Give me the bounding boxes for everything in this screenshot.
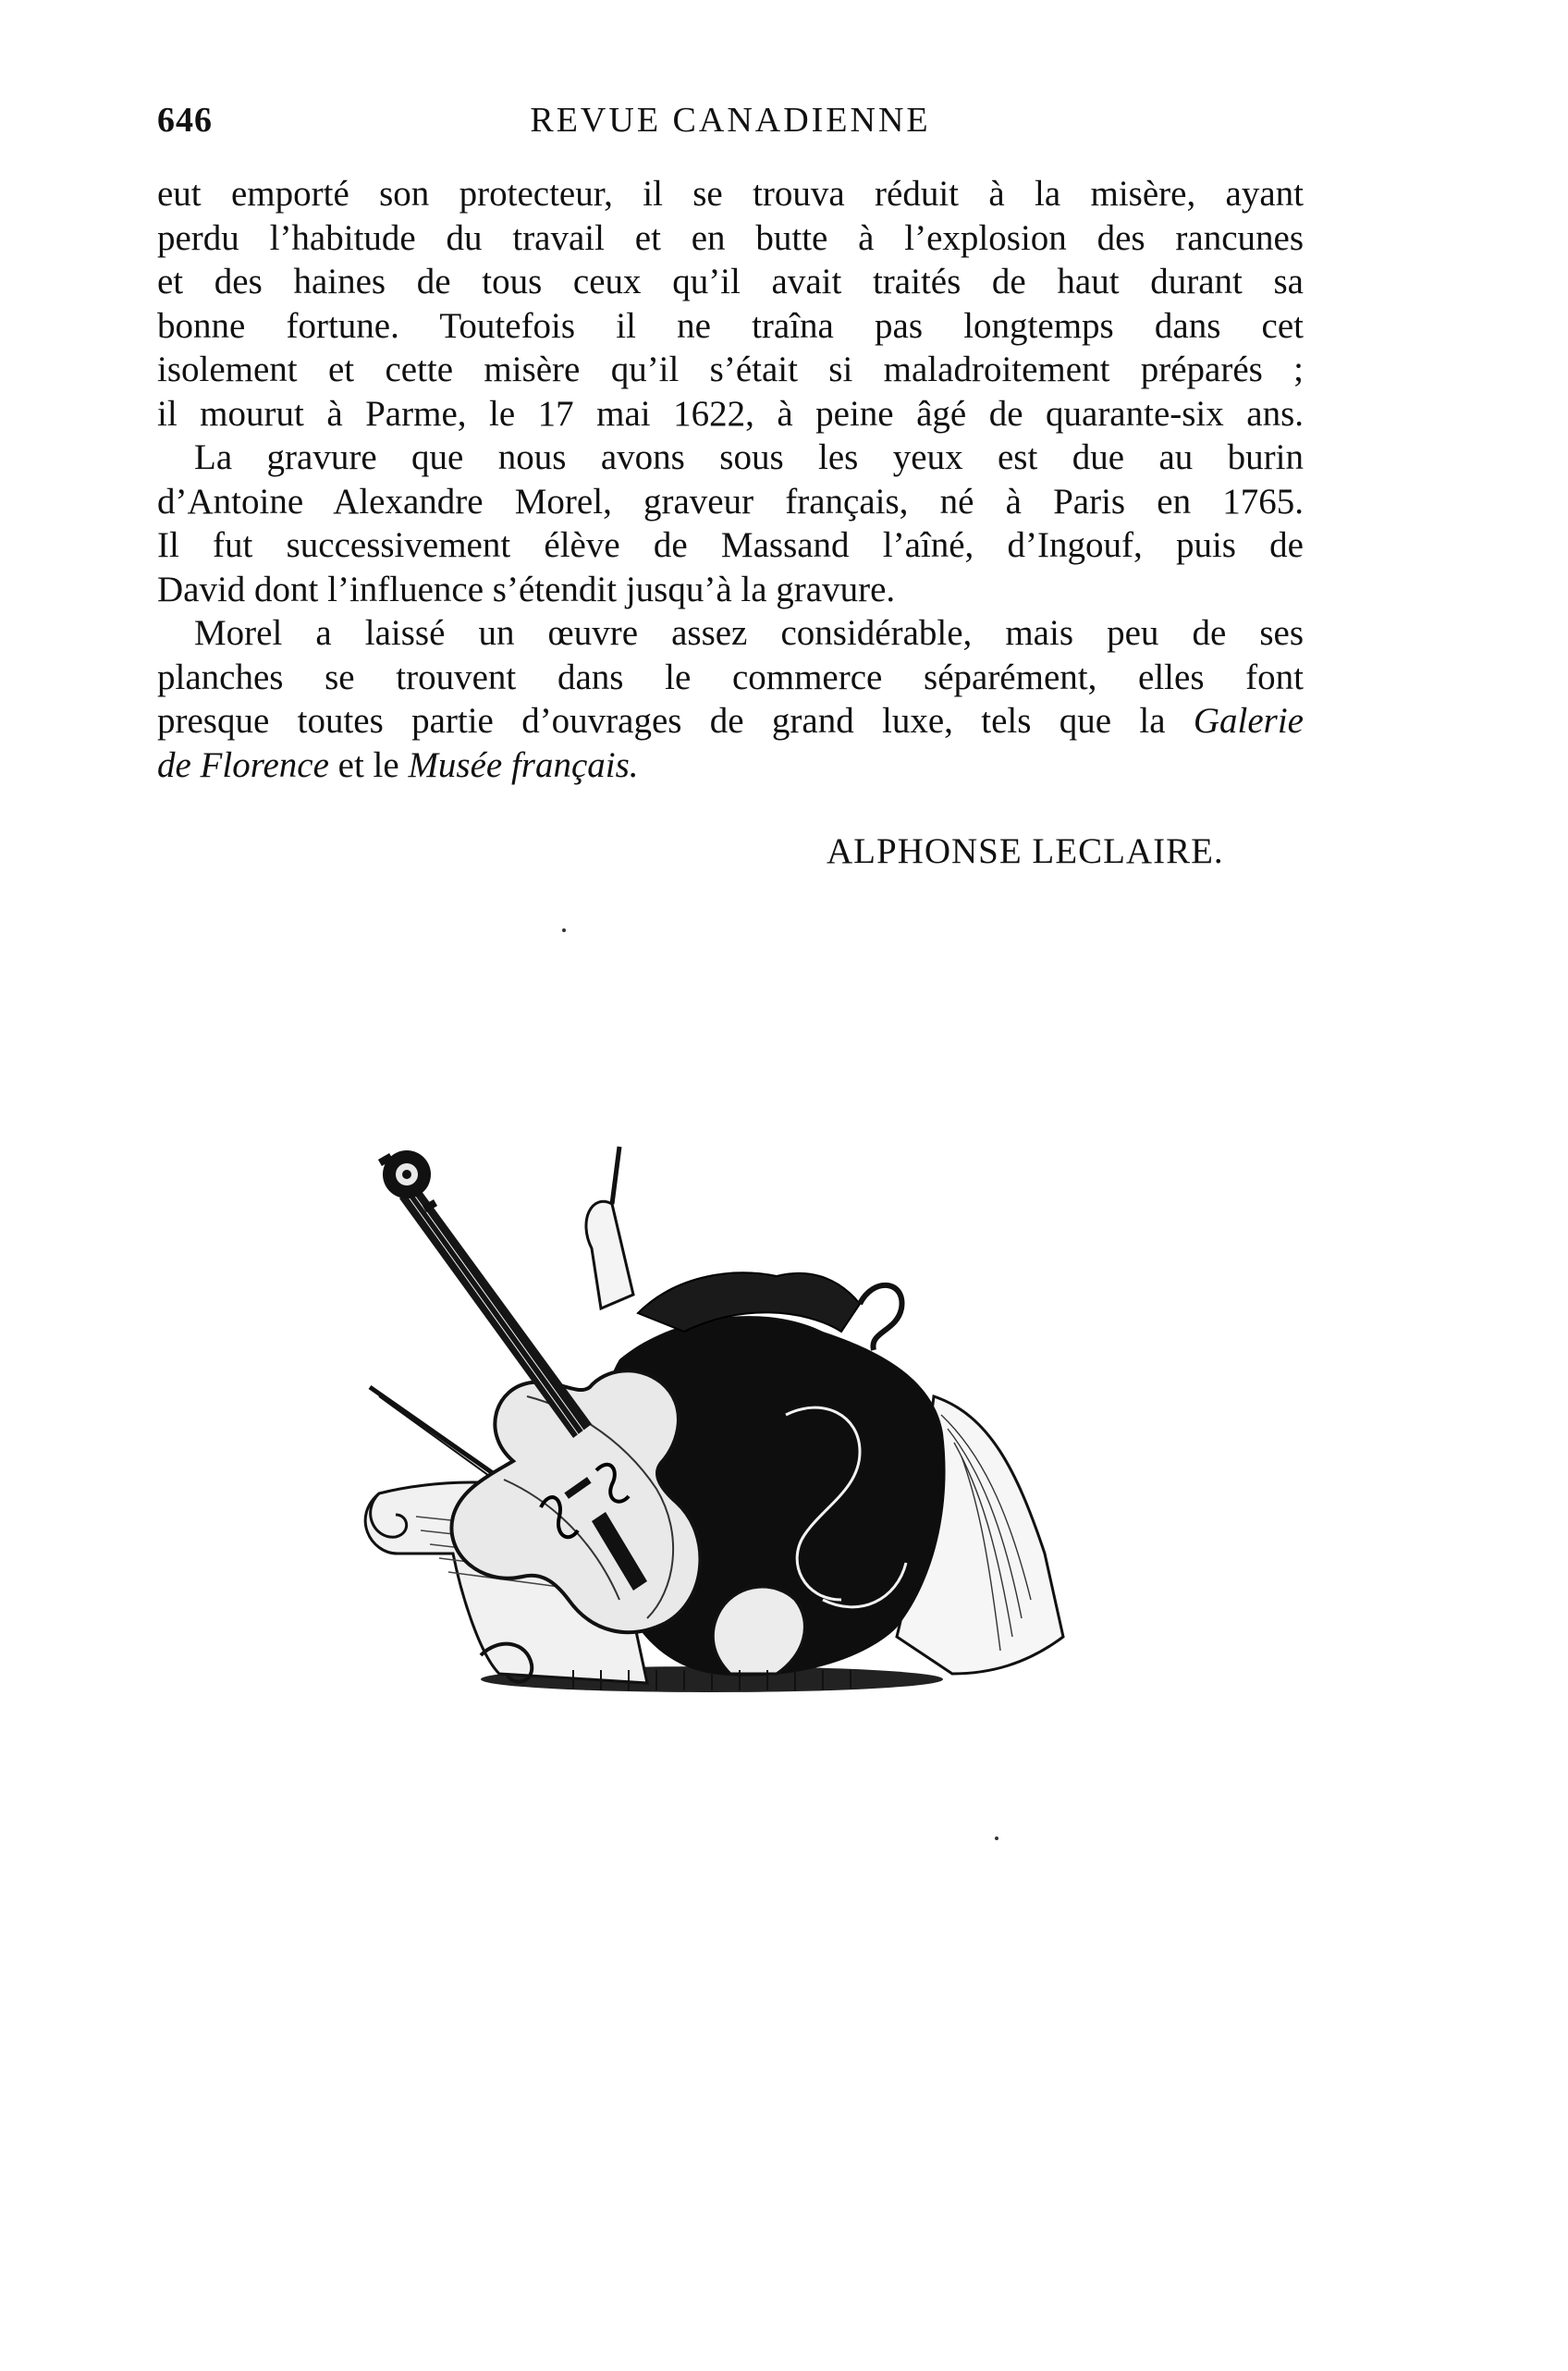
- text-line: isolement et cette misère qu’il s’était si maladroitement préparés ;: [157, 350, 1304, 389]
- paragraph-3: [157, 611, 1304, 787]
- running-head: [157, 100, 1304, 152]
- horn: [586, 1201, 633, 1308]
- text-segment: et le: [337, 744, 399, 785]
- horn-bell: [713, 1587, 804, 1674]
- engraving-illustration: [342, 1119, 1174, 1729]
- engraving-musical-instruments: [342, 1119, 1174, 1729]
- violin-neck: [399, 1184, 592, 1438]
- text-line: [157, 743, 1304, 788]
- ink-speck: [995, 1837, 998, 1840]
- text-line: perdu l’habitude du travail et en butte à l’explosion des rancunes: [157, 217, 1304, 258]
- guitar-scroll: [860, 1285, 901, 1350]
- text-line: La gravure que nous avons sous les yeux est due au burin: [194, 437, 1304, 477]
- ink-speck: [562, 928, 566, 932]
- text-line: eut emporté son protecteur, il se trouva réduit à la misère, ayant: [157, 174, 1304, 214]
- italic-title: de Florence: [157, 744, 329, 785]
- text-line: bonne fortune. Toutefois il ne traîna pas longtemps dans cet: [157, 305, 1304, 346]
- text-segment: presque toutes partie d’ouvrages de grand luxe, tels que la: [157, 701, 1166, 741]
- journal-title: REVUE CANADIENNE: [530, 101, 931, 140]
- text-line: planches se trouvent dans le commerce séparément, elles font: [157, 657, 1304, 697]
- text-line: Morel a laissé un œuvre assez considérable, mais peu de ses: [194, 613, 1304, 653]
- paragraph-1: [157, 172, 1304, 436]
- article-body: [157, 172, 1304, 787]
- text-line: et des haines de tous ceux qu’il avait traités de haut durant sa: [157, 262, 1304, 301]
- italic-title: Musée français.: [408, 744, 639, 785]
- author-signature: ALPHONSE LECLAIRE.: [827, 831, 1224, 871]
- page-number: 646: [157, 101, 213, 140]
- text-line: il mourut à Parme, le 17 mai 1622, à peine âgé de quarante-six ans.: [157, 393, 1304, 434]
- paragraph-2: [157, 436, 1304, 611]
- text-line: [157, 699, 1304, 743]
- text-line: d’Antoine Alexandre Morel, graveur français, né à Paris en 1765.: [157, 481, 1304, 522]
- text-line: David dont l’influence s’étendit jusqu’à la gravure.: [157, 569, 896, 609]
- italic-title: Galerie: [1193, 701, 1304, 741]
- text-line: Il fut successivement élève de Massand l’aîné, d’Ingouf, puis de: [157, 525, 1304, 565]
